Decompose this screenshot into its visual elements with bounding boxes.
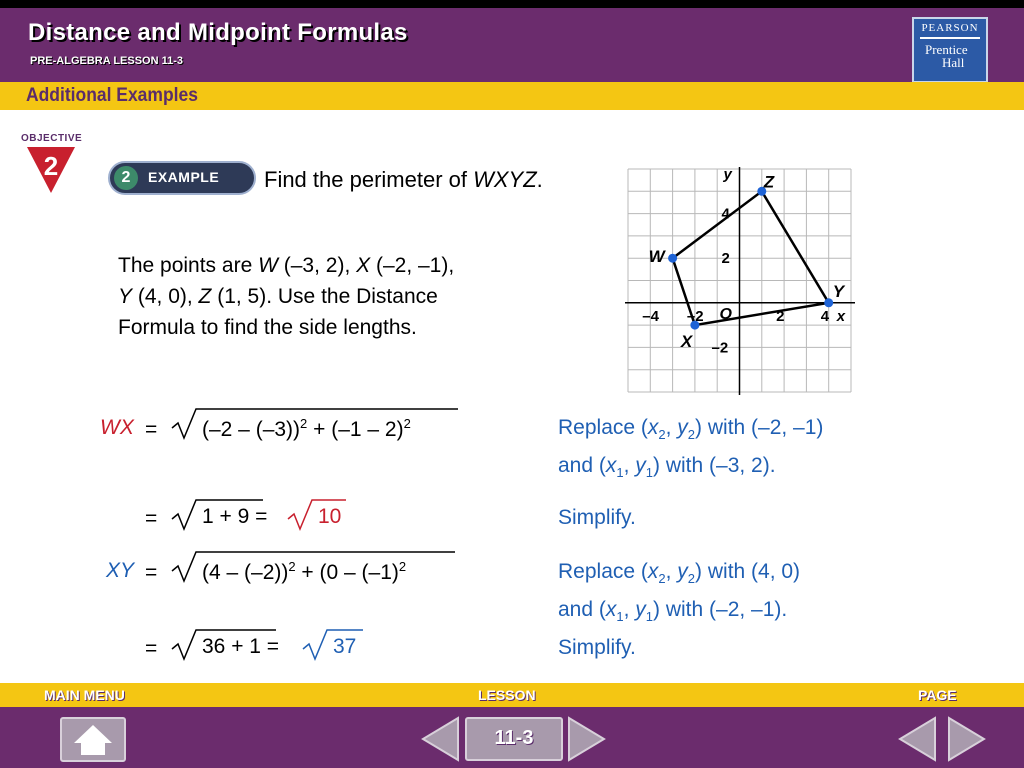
y-tick-label: 2 <box>721 250 730 268</box>
x-tick-label: 2 <box>776 307 785 325</box>
main-menu-button[interactable] <box>60 717 126 762</box>
wx-simplify-note: Simplify. <box>558 506 636 529</box>
wx-result: 10 <box>318 505 342 528</box>
point-label-x: X <box>680 332 693 352</box>
wx-label: WX <box>100 416 134 439</box>
example-prompt: Find the perimeter of WXYZ. <box>264 167 543 192</box>
point-label-z: Z <box>763 172 775 192</box>
publisher-logo <box>912 17 988 83</box>
point-label-y: Y <box>832 281 845 301</box>
section-band <box>0 82 1024 110</box>
lesson-prev-button[interactable] <box>420 716 460 762</box>
footer-label-band <box>0 683 1024 707</box>
main-menu-label: MAIN MENU <box>44 687 125 703</box>
wx-note: Replace ($x_2$, $y_2$) with (–2, –1) and ($x_1$, $y_1$) with (–3, 2). <box>558 416 824 481</box>
example-number: 2 <box>114 166 138 190</box>
example-badge <box>108 161 256 195</box>
y-tick-label: –2 <box>711 339 729 357</box>
xy-simplify-note: Simplify. <box>558 636 636 659</box>
lesson-number-button[interactable]: 11-3 <box>465 717 563 761</box>
objective-label: OBJECTIVE <box>21 133 83 144</box>
xy-expression: $(4 - (-2))^2 + (0 - (-1)^2$ <box>202 559 407 584</box>
wx-equals: = <box>145 418 158 441</box>
page-prev-button[interactable] <box>897 716 937 762</box>
objective-number-icon <box>27 147 75 193</box>
problem-paragraph: The points are W (–3, 2), X (–2, –1), Y (4, 0), Z (1, 5). Use the Distance Formula to find the side lengths. <box>118 254 455 339</box>
logo-line-3: Hall <box>942 55 965 70</box>
point-w <box>668 254 677 263</box>
y-tick-label: 4 <box>721 205 730 223</box>
section-label: Additional Examples <box>26 85 198 106</box>
xy-label: XY <box>106 559 135 582</box>
x-tick-label: –2 <box>686 307 704 325</box>
wx-simplify-expression: 1 + 9 = <box>202 505 268 528</box>
coordinate-graph <box>625 167 857 397</box>
home-icon <box>62 719 124 760</box>
logo-line-1: PEARSON <box>921 22 979 34</box>
lesson-label: LESSON <box>478 687 536 703</box>
page-next-button[interactable] <box>947 716 987 762</box>
page-label: PAGE <box>918 687 957 703</box>
xy-simplify-expression: 36 + 1 = <box>202 635 280 658</box>
xy-result: 37 <box>333 635 357 658</box>
wx-expression: (–2 – (–3))$^2$ + (–1 – 2)$^2$ <box>202 416 411 441</box>
objective-number: 2 <box>43 151 59 181</box>
logo-line-2: Prentice <box>925 42 968 57</box>
origin-label: O <box>719 305 732 323</box>
xy-equals: = <box>145 561 158 584</box>
example-label: EXAMPLE <box>148 169 220 185</box>
page-title: Distance and Midpoint Formulas <box>28 19 408 46</box>
lesson-next-button[interactable] <box>567 716 607 762</box>
x-tick-label: 4 <box>820 307 830 325</box>
lesson-subtitle: PRE-ALGEBRA LESSON 11-3 <box>30 55 184 67</box>
y-axis-label: y <box>723 167 732 183</box>
x-tick-label: –4 <box>642 307 659 325</box>
xy-simplify-equals: = <box>145 637 158 660</box>
wx-simplify-equals: = <box>145 507 158 530</box>
x-axis-label: x <box>836 307 846 325</box>
point-label-w: W <box>648 247 665 267</box>
header-bar <box>0 0 1024 82</box>
xy-note: Replace ($x_2$, $y_2$) with (4, 0) and ($x_1$, $y_1$) with (–2, –1). <box>558 560 801 625</box>
footer-bar <box>0 707 1024 768</box>
